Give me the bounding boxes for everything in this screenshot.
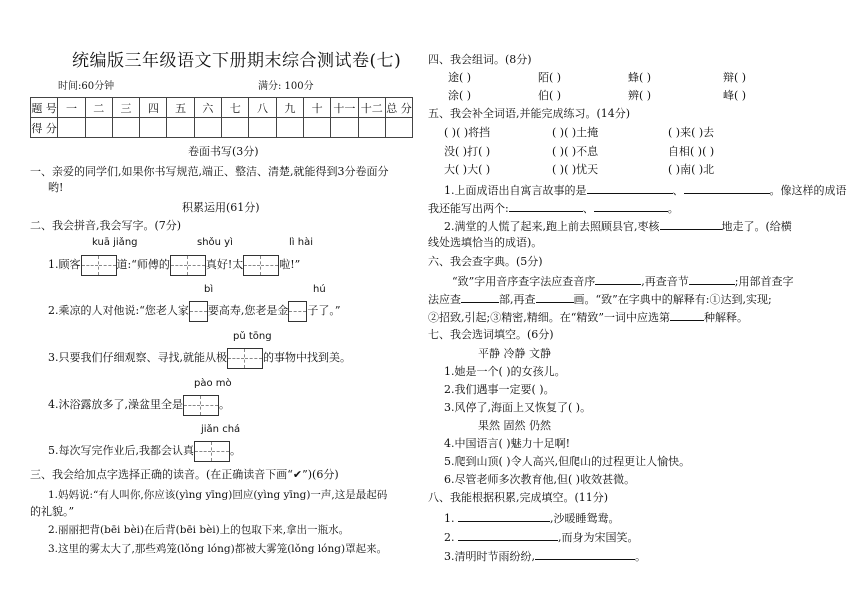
- text-segment: 部,再查: [499, 293, 536, 306]
- answer-blank[interactable]: [587, 182, 673, 194]
- idiom-item[interactable]: ( )( )将挡: [444, 126, 491, 139]
- score-cell: 九: [276, 98, 303, 118]
- text-segment: 2.满堂的人慌了起来,跑上前去照顾县官,枣核: [444, 220, 660, 233]
- question-8: 八、我能根据积累,完成填空。(11分): [428, 491, 609, 504]
- answer-blank[interactable]: [689, 273, 735, 285]
- word-choices-2: 果然 固然 仍然: [478, 419, 551, 432]
- question-8-item-1: [444, 510, 620, 526]
- question-8-item-2: [444, 529, 639, 545]
- question-2: 二、我会拼音,我会写字。(7分): [30, 219, 182, 232]
- idiom-item[interactable]: ( )南( )北: [668, 163, 715, 176]
- text-segment: 1.上面成语出自寓言故事的是: [444, 184, 587, 197]
- score-cell: 七: [222, 98, 249, 118]
- score-input-cell[interactable]: [249, 118, 276, 138]
- answer-blank[interactable]: [595, 273, 641, 285]
- idiom-item[interactable]: ( )( )不息: [552, 145, 599, 158]
- text-segment: ,沙暖睡鸳鸯。: [550, 512, 620, 525]
- text-segment: 2.: [444, 531, 455, 544]
- word-item[interactable]: 伯( ): [538, 89, 562, 102]
- exam-time: 时间:60分钟: [58, 81, 115, 92]
- text-segment: 。: [219, 398, 230, 411]
- pinyin-label: shǒu yì: [197, 237, 233, 248]
- text-segment: 。: [667, 202, 679, 215]
- idiom-item[interactable]: ( )( )土掩: [552, 126, 599, 139]
- answer-blank[interactable]: [461, 291, 499, 303]
- question-7-item[interactable]: 1.她是一个( )的女孩儿。: [444, 365, 566, 378]
- answer-blank[interactable]: [684, 182, 770, 194]
- score-input-cell[interactable]: [167, 118, 194, 138]
- section-accumulation: 积累运用(61分): [182, 201, 260, 214]
- writing-grid[interactable]: [183, 395, 219, 416]
- text-segment: 。: [635, 550, 646, 563]
- writing-grid[interactable]: [288, 301, 307, 322]
- text-segment: 的事物中找到美。: [263, 351, 351, 364]
- score-cell: 题 号: [31, 98, 58, 118]
- score-input-cell[interactable]: [112, 118, 139, 138]
- question-6-line-2: [428, 291, 772, 307]
- word-item[interactable]: 涂( ): [448, 89, 472, 102]
- writing-grid[interactable]: [227, 348, 263, 369]
- idiom-item[interactable]: ( )来( )去: [668, 126, 715, 139]
- score-input-cell[interactable]: [331, 118, 358, 138]
- pinyin-line-4: [48, 394, 230, 416]
- exam-title: 统编版三年级语文下册期末综合测试卷(七): [72, 51, 402, 71]
- writing-grid[interactable]: [81, 255, 117, 276]
- score-input-cell[interactable]: [85, 118, 112, 138]
- score-cell: 四: [140, 98, 167, 118]
- score-input-cell[interactable]: [58, 118, 85, 138]
- word-item[interactable]: 辩( ): [723, 71, 747, 84]
- writing-grid[interactable]: [170, 255, 206, 276]
- text-segment: 道:“师傅的: [116, 258, 170, 271]
- text-segment: 3.清明时节雨纷纷,: [444, 550, 535, 563]
- text-segment: 、: [672, 184, 684, 197]
- answer-blank[interactable]: [458, 510, 550, 522]
- answer-blank[interactable]: [670, 309, 704, 321]
- score-cell: 一: [58, 98, 85, 118]
- question-3-item-2: 2.丽丽把背(bēi bèi)在后背(bēi bèi)上的包取下来,拿出一瓶水。: [48, 524, 350, 536]
- pinyin-label: pào mò: [194, 378, 232, 389]
- text-segment: 5.每次写完作业后,我都会认真: [48, 444, 194, 457]
- score-cell: 十一: [331, 98, 358, 118]
- score-cell: 十二: [358, 98, 385, 118]
- question-5-item-2: [444, 218, 792, 234]
- pinyin-label: lì hài: [289, 237, 313, 248]
- pinyin-line-5: [48, 440, 241, 462]
- word-item[interactable]: 途( ): [448, 71, 472, 84]
- text-segment: 2.乘凉的人对他说:“您老人家: [48, 304, 189, 317]
- pinyin-label: kuā jiǎng: [92, 237, 138, 248]
- score-cell: 二: [85, 98, 112, 118]
- text-segment: ,而身为宋国笑。: [558, 531, 639, 544]
- text-segment: 地走了。(给横: [721, 220, 792, 233]
- score-cell: 十: [303, 98, 330, 118]
- pinyin-line-1: [48, 254, 300, 276]
- idiom-item[interactable]: 没( )打( ): [444, 145, 491, 158]
- question-7-item[interactable]: 2.我们遇事一定要( )。: [444, 383, 555, 396]
- score-input-cell[interactable]: [222, 118, 249, 138]
- text-segment: 3.只要我们仔细观察、寻找,就能从极: [48, 351, 227, 364]
- text-segment: 1.: [444, 512, 455, 525]
- pinyin-label: hú: [313, 284, 326, 295]
- answer-blank[interactable]: [509, 200, 583, 212]
- exam-full-score: 满分: 100分: [258, 81, 314, 92]
- text-segment: 要高寿,您老是金: [207, 304, 289, 317]
- pinyin-line-2: [48, 300, 340, 322]
- score-table: [30, 97, 413, 138]
- text-segment: ;用部首查字: [734, 275, 794, 288]
- question-7-item[interactable]: 6.尽管老师多次教育他,但( )收效甚微。: [444, 473, 636, 486]
- word-choices-1: 平静 冷静 文静: [478, 347, 551, 360]
- word-item[interactable]: 陌( ): [538, 71, 562, 84]
- question-1-cont: 哟!: [48, 181, 64, 194]
- question-5-item-2-cont: 线处选填恰当的成语)。: [428, 236, 543, 249]
- text-segment: ②招致,引起;③精密,精细。在“精致”一词中应选第: [428, 311, 670, 324]
- text-segment: 4.沐浴露放多了,澡盆里全是: [48, 398, 183, 411]
- pinyin-label: pǔ tōng: [233, 331, 272, 342]
- text-segment: 子了。”: [307, 304, 341, 317]
- question-5-item-1-cont: [428, 200, 679, 216]
- question-3-item-1: 1.妈妈说:“有人叫你,你应该(yìng yīng)回应(yìng yīng)一声,这是最起码: [48, 489, 388, 501]
- score-input-cell[interactable]: [303, 118, 330, 138]
- answer-blank[interactable]: [535, 548, 635, 560]
- question-3-item-3: 3.这里的雾太大了,那些鸡笼(lǒng lóng)都被大雾笼(lǒng lóng)罩起来。: [48, 543, 388, 555]
- section-writing: 卷面书写(3分): [188, 145, 259, 158]
- word-item[interactable]: 辨( ): [628, 89, 652, 102]
- idiom-item[interactable]: ( )( )忧天: [552, 163, 599, 176]
- idiom-item[interactable]: 大( )大( ): [444, 163, 491, 176]
- text-segment: ,再查音节: [641, 275, 689, 288]
- question-5: 五、我会补全词语,并能完成练习。(14分): [428, 107, 631, 120]
- answer-blank[interactable]: [458, 529, 558, 541]
- score-cell: 三: [112, 98, 139, 118]
- question-3: 三、我会给加点字选择正确的读音。(在正确读音下画“✔”)(6分): [30, 468, 339, 481]
- score-table-score-row: [31, 118, 413, 138]
- score-cell: 五: [167, 98, 194, 118]
- question-5-item-1: [444, 182, 847, 198]
- pinyin-label: jiǎn chá: [201, 424, 241, 435]
- question-7-item[interactable]: 3.风停了,海面上又恢复了( )。: [444, 401, 592, 414]
- pinyin-label: bì: [204, 284, 214, 295]
- pinyin-line-3: [48, 347, 351, 369]
- text-segment: 。像这样的成语: [769, 184, 847, 197]
- question-7-item[interactable]: 5.爬到山顶( )令人高兴,但爬山的过程更让人愉快。: [444, 455, 691, 468]
- score-table-header-row: [31, 98, 413, 118]
- score-input-cell[interactable]: [385, 118, 412, 138]
- text-segment: 法应查: [428, 293, 461, 306]
- score-cell: 八: [249, 98, 276, 118]
- answer-blank[interactable]: [594, 200, 668, 212]
- question-7: 七、我会选词填空。(6分): [428, 328, 554, 341]
- word-item[interactable]: 蜂( ): [628, 71, 652, 84]
- writing-grid[interactable]: [243, 255, 279, 276]
- text-segment: 1.顾客: [48, 258, 81, 271]
- idiom-item[interactable]: 自相( )( ): [668, 145, 715, 158]
- word-item[interactable]: 峰( ): [723, 89, 747, 102]
- text-segment: 真好!太: [205, 258, 244, 271]
- score-input-cell[interactable]: [140, 118, 167, 138]
- question-3-item-1-cont: 的礼貌。”: [30, 505, 75, 518]
- answer-blank[interactable]: [536, 291, 574, 303]
- question-8-item-3: [444, 548, 646, 564]
- answer-blank[interactable]: [660, 218, 722, 230]
- text-segment: 我还能写出两个:: [428, 202, 509, 215]
- score-cell: 六: [194, 98, 221, 118]
- writing-grid[interactable]: [194, 441, 230, 462]
- score-row-label: 得 分: [31, 118, 58, 138]
- text-segment: 。: [230, 444, 241, 457]
- text-segment: “致”字用音序查字法应查音序: [452, 275, 596, 288]
- writing-grid[interactable]: [189, 301, 208, 322]
- score-cell: 总 分: [385, 98, 412, 118]
- question-6-line-1: [452, 273, 793, 289]
- text-segment: 画。“致”在字典中的解释有:①达到,实现;: [573, 293, 772, 306]
- text-segment: 种解释。: [703, 311, 748, 324]
- text-segment: 、: [582, 202, 594, 215]
- question-7-item[interactable]: 4.中国语言( )魅力十足啊!: [444, 437, 570, 450]
- question-4: 四、我会组词。(8分): [428, 53, 532, 66]
- question-6: 六、我会查字典。(5分): [428, 255, 543, 268]
- text-segment: 啦!”: [279, 258, 301, 271]
- score-input-cell[interactable]: [276, 118, 303, 138]
- score-input-cell[interactable]: [194, 118, 221, 138]
- question-6-line-3: [428, 309, 748, 325]
- score-input-cell[interactable]: [358, 118, 385, 138]
- question-1: 一、亲爱的同学们,如果你书写规范,端正、整洁、清楚,就能得到3分卷面分: [30, 165, 389, 178]
